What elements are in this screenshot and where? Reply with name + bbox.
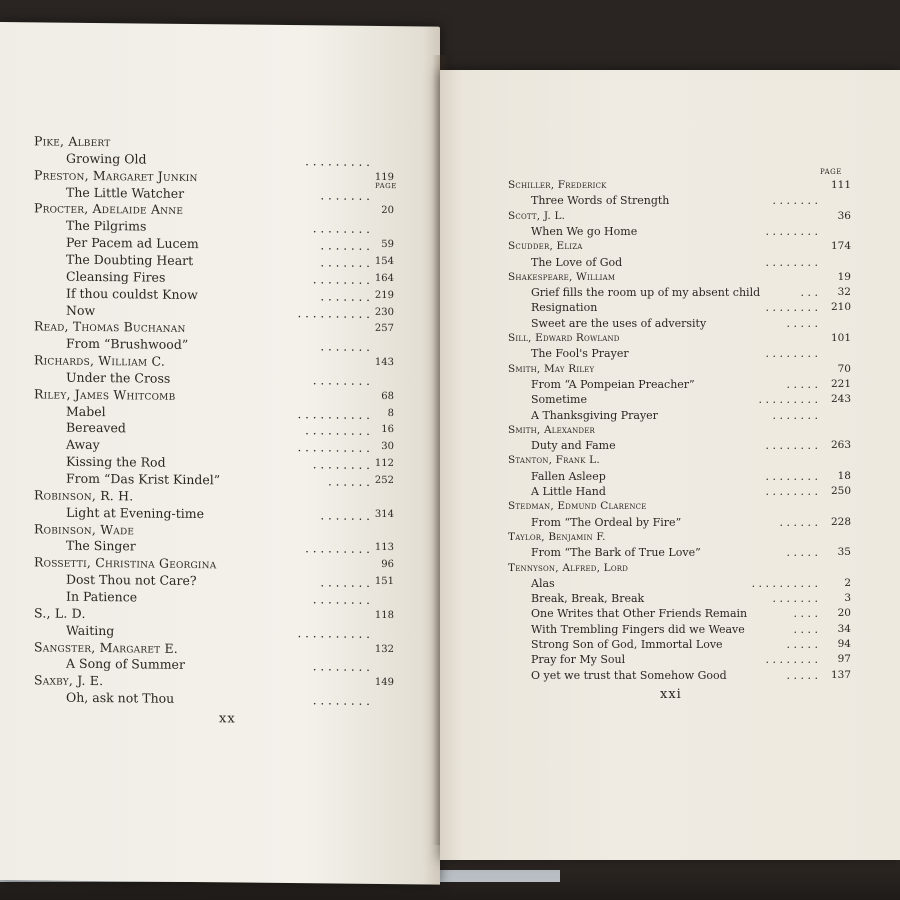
index-author-row xyxy=(440,272,900,287)
leader-dots: . . . . . xyxy=(786,546,818,560)
leader-dots: . . . . . . . . xyxy=(765,347,818,361)
poem-title: From “The Bark of True Love” xyxy=(531,546,701,560)
leader-dots: . . . . . . . xyxy=(772,408,818,422)
author-name: Shakespeare, William xyxy=(508,270,616,283)
page-number: 132 xyxy=(374,643,394,655)
leader-dots: . . . . xyxy=(793,607,818,621)
index-title-row xyxy=(440,547,900,562)
page-number: 20 xyxy=(837,607,851,620)
page-number: 151 xyxy=(374,576,394,588)
poem-title: A Little Hand xyxy=(531,485,606,498)
page-number: 70 xyxy=(837,362,851,375)
page-number: 34 xyxy=(837,622,851,635)
index-author-row xyxy=(440,333,900,348)
index-author-row xyxy=(440,241,900,256)
author-name: Schiller, Frederick xyxy=(508,179,607,191)
poem-title: Break, Break, Break xyxy=(531,592,645,606)
author-name: Preston, Margaret Junkin xyxy=(34,167,198,184)
leader-dots: . . . . . . . . xyxy=(765,301,818,315)
leader-dots: . . . . . . . . xyxy=(765,653,818,667)
author-name: Tennyson, Alfred, Lord xyxy=(508,561,629,574)
index-title-row xyxy=(440,410,900,425)
page-number: 119 xyxy=(374,171,394,183)
page-number: 111 xyxy=(830,179,851,191)
index-title-row xyxy=(440,318,900,333)
poem-title: From “A Pompeian Preacher” xyxy=(531,377,695,391)
page-number: 252 xyxy=(374,474,394,487)
leader-dots: . . . . . . . . . xyxy=(305,154,370,169)
author-name: Taylor, Benjamin F. xyxy=(508,530,606,543)
leader-dots: . . . xyxy=(800,286,818,300)
leader-dots: . . . . . . . . . xyxy=(305,541,370,557)
poem-title: The Love of God xyxy=(531,255,623,269)
poem-title: Per Pacem ad Lucem xyxy=(66,234,199,252)
leader-dots: . . . . . . . . . . xyxy=(751,576,818,590)
poem-title: Now xyxy=(66,302,96,318)
index-title-row xyxy=(440,578,900,593)
page-folio: xx xyxy=(219,711,236,727)
leader-dots: . . . . . . . . xyxy=(312,659,370,675)
poem-title: Cleansing Fires xyxy=(66,268,166,285)
leader-dots: . . . . . . . . xyxy=(765,469,818,483)
page-number: 8 xyxy=(387,407,394,419)
page-number: 263 xyxy=(830,439,851,452)
leader-dots: . . . . . . xyxy=(779,515,818,529)
leader-dots: . . . . . . . . . . xyxy=(297,440,370,456)
page-number: 19 xyxy=(837,270,851,283)
poem-title: Grief fills the room up of my absent child xyxy=(531,286,761,300)
leader-dots: . . . . . . . xyxy=(320,508,370,523)
page-column-label: PAGE xyxy=(375,181,397,191)
poem-title: Kissing the Rod xyxy=(66,453,166,470)
poem-title: Sweet are the uses of adversity xyxy=(531,316,707,330)
poem-title: Mabel xyxy=(66,403,106,419)
author-name: Procter, Adelaide Anne xyxy=(34,200,184,218)
page-number: 35 xyxy=(837,546,851,559)
index-title-row xyxy=(0,691,440,712)
leader-dots: . . . . . . . xyxy=(320,187,370,203)
index-author-row xyxy=(440,180,900,195)
page-number: 2 xyxy=(844,576,851,589)
page-number: 68 xyxy=(381,390,394,402)
page-number: 314 xyxy=(374,508,394,520)
author-name: Sill, Edward Rowland xyxy=(508,332,620,344)
author-name: Smith, May Riley xyxy=(508,362,595,375)
poem-title: The Singer xyxy=(66,538,136,554)
author-name: Scott, J. L. xyxy=(508,209,566,222)
author-name: Rossetti, Christina Georgina xyxy=(34,554,217,572)
author-name: Read, Thomas Buchanan xyxy=(34,318,186,336)
poem-title: Three Words of Strength xyxy=(531,194,670,208)
author-name: Riley, James Whitcomb xyxy=(34,386,176,403)
page-number: 174 xyxy=(830,240,851,253)
leader-dots: . . . . . . . . xyxy=(765,439,818,453)
leader-dots: . . . . . . . . xyxy=(312,221,370,237)
leader-dots: . . . . . xyxy=(786,638,818,651)
leader-dots: . . . . . . . xyxy=(772,592,818,606)
leader-dots: . . . . . . . xyxy=(320,339,370,355)
poem-title: Dost Thou not Care? xyxy=(66,571,197,589)
index-author-row xyxy=(440,211,900,226)
page-number: 16 xyxy=(381,424,394,436)
leader-dots: . . . . . xyxy=(786,316,818,330)
poem-title: Growing Old xyxy=(66,150,147,167)
index-author-row xyxy=(440,364,900,379)
leader-dots: . . . . . . . xyxy=(320,575,370,590)
leader-dots: . . . . . . . xyxy=(772,194,818,208)
author-name: Sangster, Margaret E. xyxy=(34,638,178,656)
index-author-row xyxy=(440,501,900,516)
index-title-row xyxy=(440,379,900,394)
poem-title: O yet we trust that Somehow Good xyxy=(531,668,727,682)
index-title-row xyxy=(440,639,900,654)
poem-title: From “Brushwood” xyxy=(66,335,189,353)
author-name: Richards, William C. xyxy=(34,352,165,369)
leader-dots: . . . . . . . . xyxy=(312,272,370,287)
leader-dots: . . . . . xyxy=(786,377,818,391)
index-author-row xyxy=(440,425,900,440)
poem-title: Duty and Fame xyxy=(531,439,616,453)
poem-title: Oh, ask not Thou xyxy=(66,689,175,706)
poem-title: Light at Evening-time xyxy=(66,504,204,521)
leader-dots: . . . . . . . . . xyxy=(758,393,818,407)
leader-dots: . . . . . . . xyxy=(320,288,370,304)
page-column-label: PAGE xyxy=(820,168,842,176)
poem-title: If thou couldst Know xyxy=(66,285,198,302)
leader-dots: . . . . xyxy=(793,622,818,636)
page-number: 97 xyxy=(837,653,851,666)
leader-dots: . . . . . . . . xyxy=(312,592,370,607)
leader-dots: . . . . . . . xyxy=(320,255,370,270)
right-page xyxy=(440,70,900,860)
page-number: 3 xyxy=(844,592,851,605)
leader-dots: . . . . . . . . xyxy=(312,373,370,388)
page-folio: xxi xyxy=(660,687,682,702)
page-number: 228 xyxy=(830,515,851,528)
leader-dots: . . . . . . xyxy=(328,474,370,489)
poem-title: From “Das Krist Kindel” xyxy=(66,470,221,488)
page-number: 118 xyxy=(374,609,394,621)
page-number: 250 xyxy=(830,485,851,497)
index-title-row xyxy=(440,440,900,455)
poem-title: A Song of Summer xyxy=(66,656,185,673)
poem-title: The Little Watcher xyxy=(66,184,185,201)
index-title-row xyxy=(440,670,900,685)
page-number: 30 xyxy=(381,441,394,453)
index-title-row xyxy=(440,195,900,210)
index-title-row xyxy=(440,624,900,639)
poem-title: Away xyxy=(66,436,100,453)
index-title-row xyxy=(440,517,900,532)
page-number: 154 xyxy=(374,255,394,268)
leader-dots: . . . . . . . . xyxy=(765,224,818,238)
index-title-row xyxy=(440,302,900,317)
page-number: 210 xyxy=(830,301,851,314)
page-number: 20 xyxy=(381,205,394,217)
page-number: 112 xyxy=(374,458,394,470)
poem-title: Bereaved xyxy=(66,420,126,436)
page-number: 36 xyxy=(837,209,851,222)
poem-title: Pray for My Soul xyxy=(531,653,626,667)
page-number: 96 xyxy=(381,559,394,571)
poem-title: The Doubting Heart xyxy=(66,251,194,268)
leader-dots: . . . . . . . . xyxy=(312,693,370,708)
author-name: S., L. D. xyxy=(34,605,86,621)
poem-title: Alas xyxy=(531,576,555,590)
index-title-row xyxy=(440,593,900,608)
page-number: 137 xyxy=(830,668,851,681)
poem-title: One Writes that Other Friends Remain xyxy=(531,607,748,621)
page-number: 219 xyxy=(374,289,394,301)
page-number: 18 xyxy=(837,469,851,482)
index-author-row xyxy=(440,455,900,470)
author-name: Saxby, J. E. xyxy=(34,672,104,689)
index-title-row xyxy=(440,608,900,623)
poem-title: When We go Home xyxy=(531,224,638,238)
poem-title: With Trembling Fingers did we Weave xyxy=(531,622,745,636)
leader-dots: . . . . . . . . . xyxy=(305,423,370,439)
index-title-row xyxy=(440,486,900,501)
index-author-row xyxy=(440,563,900,578)
index-title-row xyxy=(440,287,900,302)
page-number: 257 xyxy=(374,323,394,335)
author-name: Smith, Alexander xyxy=(508,423,596,436)
poem-title: The Fool's Prayer xyxy=(531,347,629,361)
page-number: 143 xyxy=(374,356,394,369)
index-title-row xyxy=(440,348,900,363)
page-number: 113 xyxy=(374,542,394,554)
author-name: Scudder, Eliza xyxy=(508,240,583,253)
index-title-row xyxy=(440,394,900,409)
poem-title: Sometime xyxy=(531,393,587,407)
leader-dots: . . . . . . . xyxy=(320,238,370,253)
page-number: 221 xyxy=(830,377,851,390)
page-number: 164 xyxy=(374,272,394,284)
author-name: Stedman, Edmund Clarence xyxy=(508,500,647,513)
index-title-row xyxy=(440,654,900,669)
page-number: 149 xyxy=(374,677,394,689)
index-title-row xyxy=(440,257,900,272)
page-number: 59 xyxy=(381,239,394,251)
leader-dots: . . . . . . . . xyxy=(765,255,818,269)
index-title-row xyxy=(440,226,900,241)
poem-title: Resignation xyxy=(531,301,598,315)
author-name: Robinson, R. H. xyxy=(34,487,134,504)
left-page xyxy=(0,22,440,885)
poem-title: Under the Cross xyxy=(66,369,171,386)
author-name: Stanton, Frank L. xyxy=(508,454,600,467)
leader-dots: . . . . . . . . . . xyxy=(297,625,370,641)
author-name: Robinson, Wade xyxy=(34,520,135,537)
author-name: Pike, Albert xyxy=(34,133,111,150)
page-number: 32 xyxy=(837,286,851,299)
leader-dots: . . . . . xyxy=(786,668,818,682)
index-author-row xyxy=(440,532,900,547)
page-number: 101 xyxy=(830,332,851,344)
poem-title: In Patience xyxy=(66,588,138,605)
poem-title: A Thanksgiving Prayer xyxy=(531,408,658,422)
poem-title: Waiting xyxy=(66,622,115,638)
leader-dots: . . . . . . . . xyxy=(312,457,370,473)
leader-dots: . . . . . . . . xyxy=(765,485,818,498)
poem-title: Fallen Asleep xyxy=(531,469,606,483)
poem-title: From “The Ordeal by Fire” xyxy=(531,515,682,529)
index-title-row xyxy=(440,471,900,486)
leader-dots: . . . . . . . . . . xyxy=(297,406,370,422)
poem-title: Strong Son of God, Immortal Love xyxy=(531,638,723,651)
page-number: 230 xyxy=(374,306,394,318)
page-number: 94 xyxy=(837,638,851,650)
poem-title: The Pilgrims xyxy=(66,217,147,234)
page-number: 243 xyxy=(830,393,851,406)
leader-dots: . . . . . . . . . . xyxy=(297,305,370,321)
